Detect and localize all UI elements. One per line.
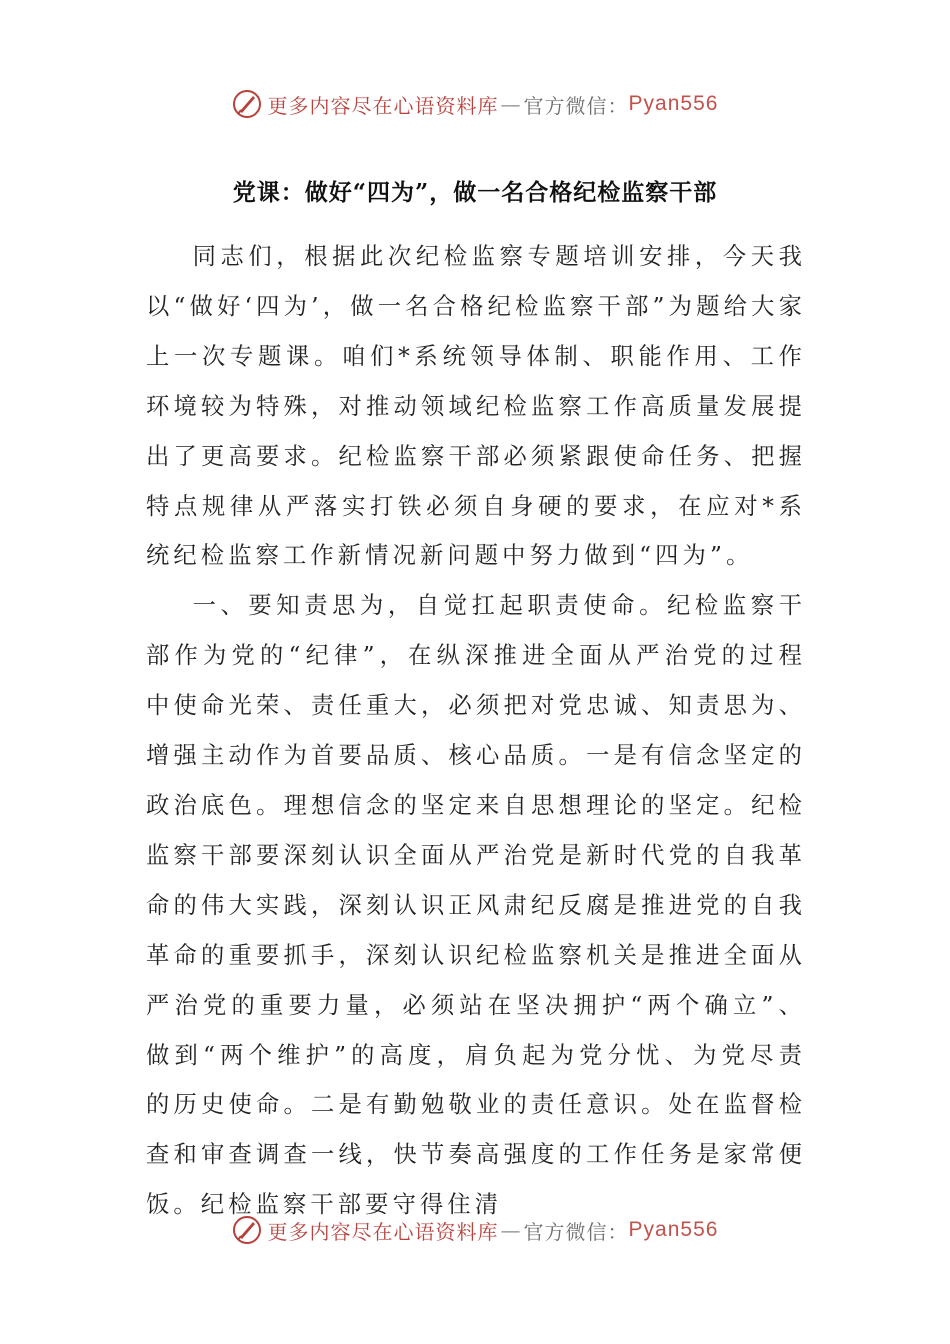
banner-sub-text: 官方微信： xyxy=(523,93,629,118)
quill-pen-logo-icon xyxy=(232,1215,262,1245)
banner-sub-text: 官方微信： xyxy=(523,1219,629,1244)
banner-separator: — xyxy=(500,1218,522,1242)
quill-pen-logo-icon xyxy=(232,89,262,119)
document-body xyxy=(146,232,806,1230)
paragraph: 一、要知责思为，自觉扛起职责使命。纪检监察干部作为党的“纪律”，在纵深推进全面从严治党的过程中使命光荣、责任重大，必须把对党忠诚、知责思为、增强主动作为首要品质、核心品质。一是有信念坚定的政治底色。理想信念的坚定来自思想理论的坚定。纪检监察干部要深刻认识全面从严治党是新时代党的自我革命的伟大实践，深刻认识正风肃纪反腐是推进党的自我革命的重要抓手，深刻认识纪检监察机关是推进全面从严治党的重要力量，必须站在坚决拥护“两个确立”、做到“两个维护”的高度，肩负起为党分忧、为党尽责的历史使命。二是有勤勉敬业的责任意识。处在监督检查和审查调查一线，快节奏高强度的工作任务是家常便饭。纪检监察干部要守得住清 xyxy=(146,592,806,1219)
banner-wechat-id: Pyan556 xyxy=(628,92,719,115)
header-watermark-banner xyxy=(0,84,950,124)
paragraph: 同志们，根据此次纪检监察专题培训安排，今天我以“做好‘四为’，做一名合格纪检监察干部”为题给大家上一次专题课。咱们*系统领导体制、职能作用、工作环境较为特殊，对推动领域纪检监察工作高质量发展提出了更高要求。纪检监察干部必须紧跟使命任务、把握特点规律从严落实打铁必须自身硬的要求，在应对*系统纪检监察工作新情况新问题中努力做到“四为”。 xyxy=(146,243,806,570)
banner-wechat-id: Pyan556 xyxy=(628,1218,719,1241)
footer-watermark-banner xyxy=(0,1210,950,1250)
document-title: 党课：做好“四为”，做一名合格纪检监察干部 xyxy=(232,179,718,206)
banner-separator: — xyxy=(500,92,522,116)
banner-main-text: 更多内容尽在心语资料库 xyxy=(267,1219,499,1244)
banner-main-text: 更多内容尽在心语资料库 xyxy=(267,93,499,118)
